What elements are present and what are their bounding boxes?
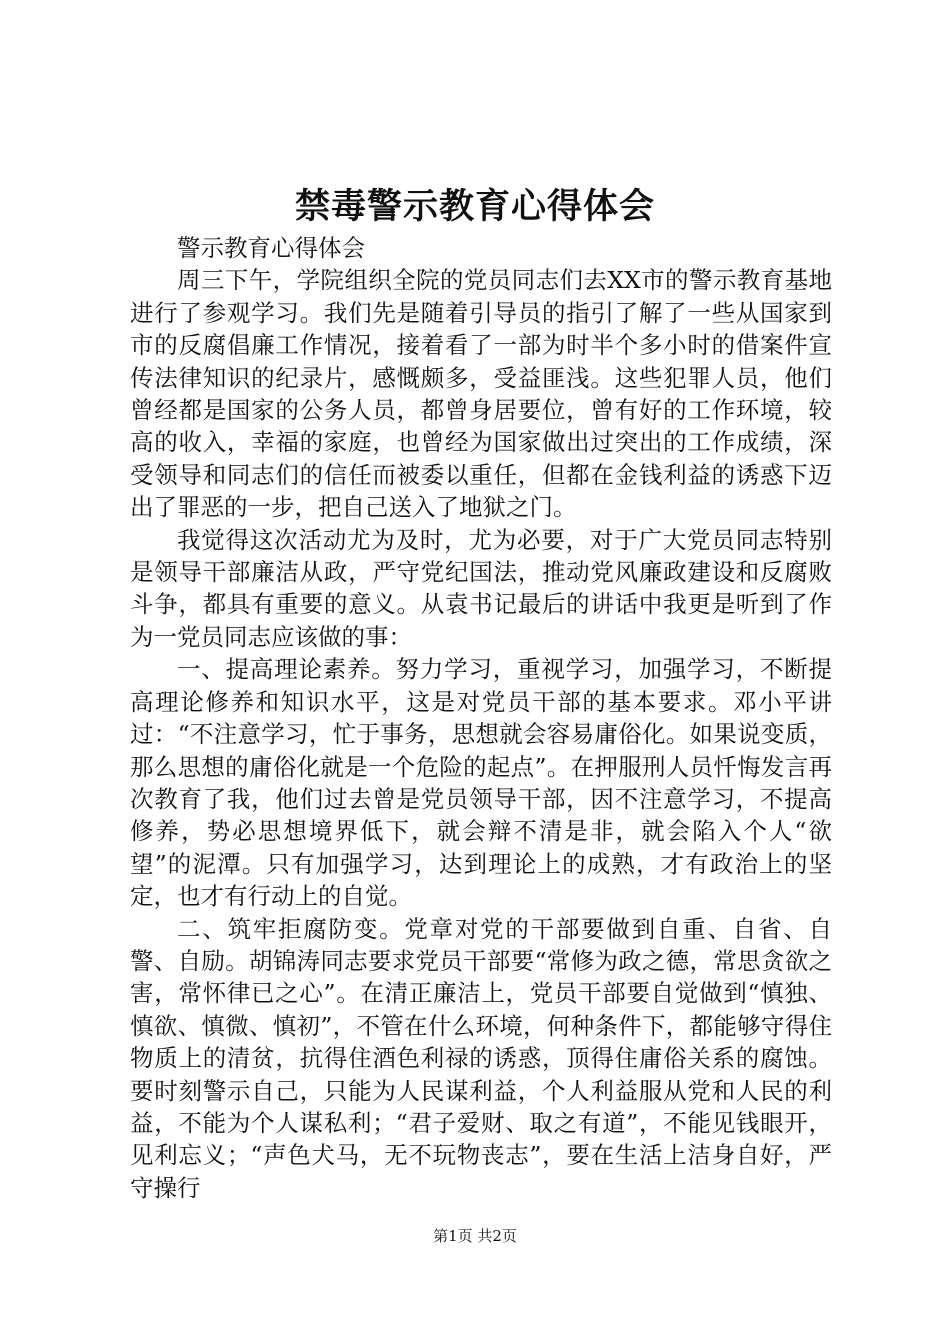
subtitle-paragraph: 警示教育心得体会 (177, 234, 365, 262)
document-title: 禁毒警示教育心得体会 (294, 186, 655, 227)
document-body (130, 232, 832, 1204)
paragraph-point-one: 一、提高理论素养。努力学习，重视学习，加强学习，不断提高理论修养和知识水平，这是对党员干部的基本要求。邓小平讲过：“不注意学习，忙于事务，思想就会容易庸俗化。如果说变质，那么思想的庸俗化就是一个危险的起点”。在押服刑人员忏悔发言再次教育了我，他们过去曾是党员领导干部，因不注意学习，不提高修养，势必思想境界低下，就会辩不清是非，就会陷入个人“欲望”的泥潭。只有加强学习，达到理论上的成熟，才有政治上的坚定，也才有行动上的自觉。 (130, 655, 832, 911)
paragraph-intro: 周三下午，学院组织全院的党员同志们去XX市的警示教育基地进行了参观学习。我们先是随着引导员的指引了解了一些从国家到市的反腐倡廉工作情况，接着看了一部为时半个多小时的借案件宣传法律知识的纪录片，感慨颇多，受益匪浅。这些犯罪人员，他们曾经都是国家的公务人员，都曾身居要位，曾有好的工作环境，较高的收入，幸福的家庭，也曾经为国家做出过突出的工作成绩，深受领导和同志们的信任而被委以重任，但都在金钱利益的诱惑下迈出了罪恶的一步，把自己送入了地狱之门。 (130, 266, 832, 522)
page-footer: 第1页 共2页 (433, 1227, 517, 1245)
paragraph-significance: 我觉得这次活动尤为及时，尤为必要，对于广大党员同志特别是领导干部廉洁从政，严守党纪国法，推动党风廉政建设和反腐败斗争，都具有重要的意义。从袁书记最后的讲话中我更是听到了作为一党员同志应该做的事： (130, 525, 832, 651)
paragraph-point-two: 二、筑牢拒腐防变。党章对党的干部要做到自重、自省、自警、自励。胡锦涛同志要求党员干部要“常修为政之德，常思贪欲之害，常怀律已之心”。在清正廉洁上，党员干部要自觉做到“慎独、慎欲、慎微、慎初”，不管在什么环境，何种条件下，都能够守得住物质上的清贫，抗得住酒色利禄的诱惑，顶得住庸俗关系的腐蚀。要时刻警示自己，只能为人民谋利益，个人利益服从党和人民的利益，不能为个人谋私利；“君子爱财、取之有道”，不能见钱眼开，见利忘义；“声色犬马，无不玩物丧志”，要在生活上洁身自好，严守操行 (130, 914, 832, 1202)
